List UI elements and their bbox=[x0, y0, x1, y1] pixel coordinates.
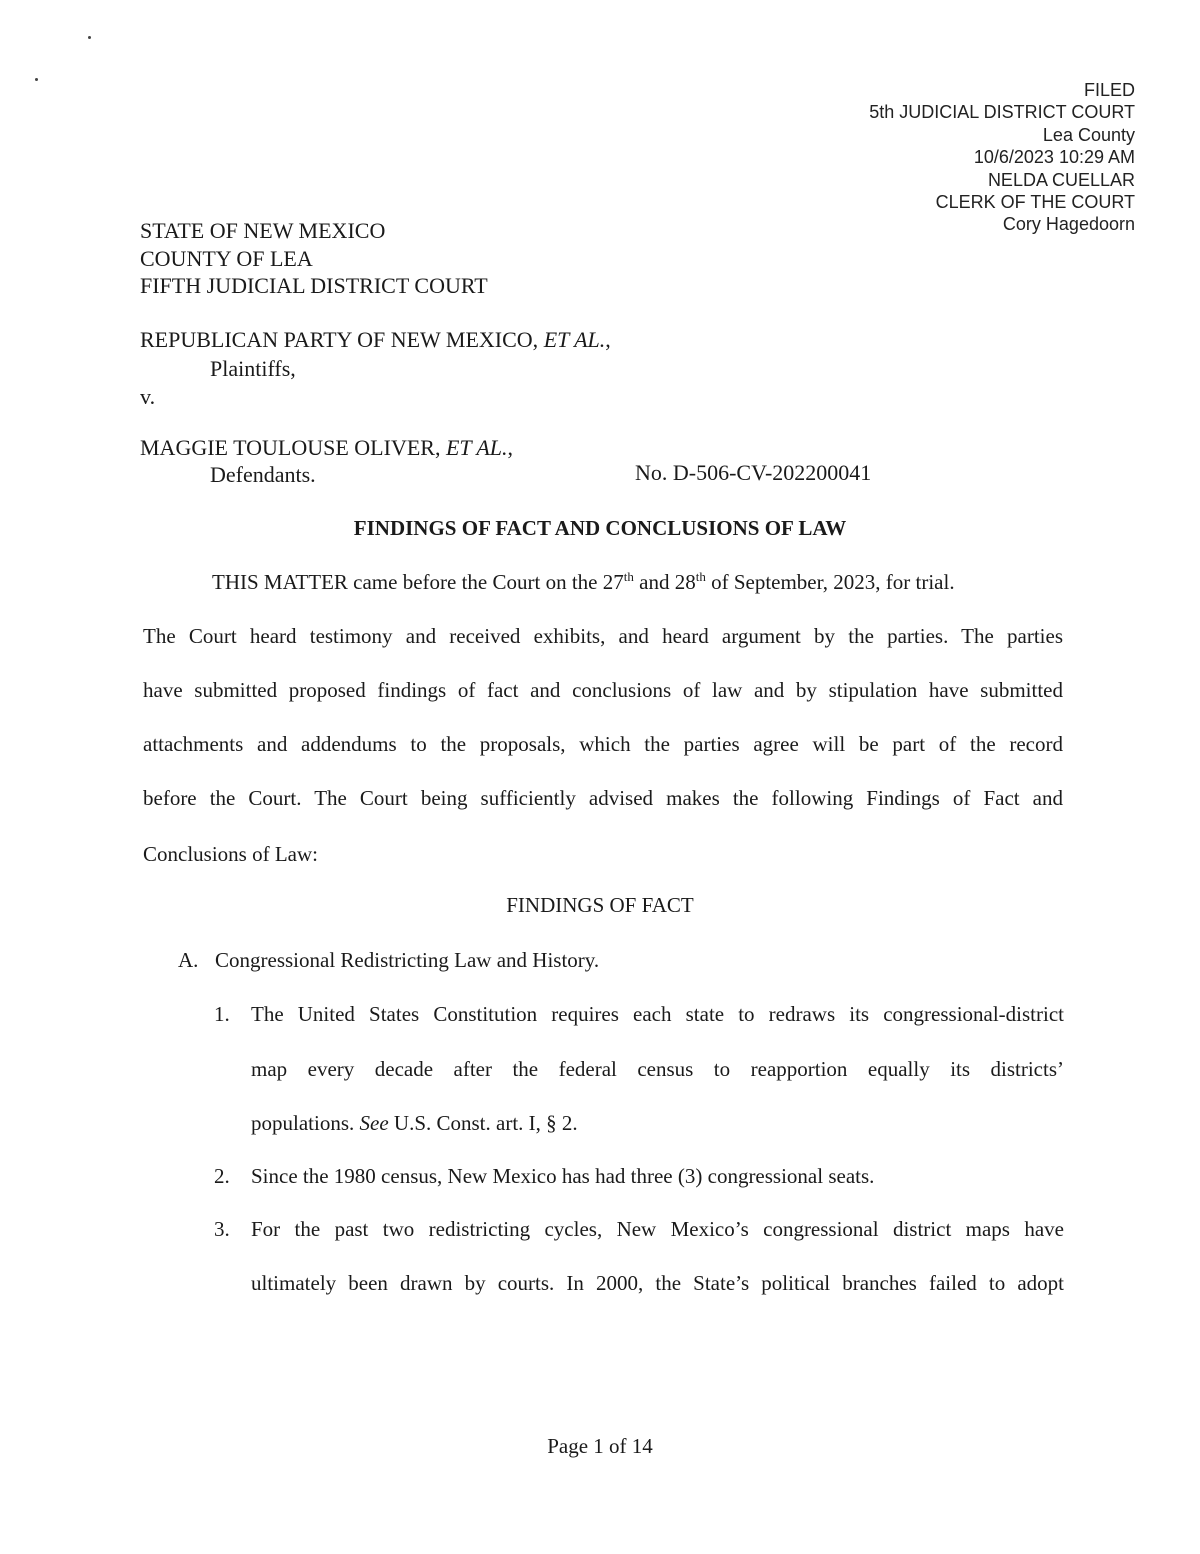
versus: v. bbox=[140, 384, 156, 409]
scan-speck bbox=[88, 36, 91, 39]
item-2-line-1: Since the 1980 census, New Mexico has had three (3) congressional seats. bbox=[251, 1164, 875, 1188]
intro-line-5: before the Court. The Court being sufficiently advised makes the following Findings of Fact and bbox=[143, 786, 1063, 810]
item-1-line-2: map every decade after the federal census to reapportion equally its districts’ bbox=[251, 1057, 1064, 1081]
ordinal-suffix: th bbox=[623, 569, 634, 584]
stamp-county: Lea County bbox=[1042, 124, 1135, 145]
plaintiff-etal: ET AL. bbox=[543, 327, 606, 352]
subsection-marker: A. bbox=[178, 948, 199, 972]
stamp-filed: FILED bbox=[1083, 80, 1135, 100]
item-1-line-3-part-b: U.S. Const. art. I, § 2. bbox=[388, 1111, 578, 1135]
item-1-line-1: The United States Constitution requires each state to redraws its congressional-district bbox=[251, 1002, 1064, 1026]
court-district: FIFTH JUDICIAL DISTRICT COURT bbox=[140, 273, 488, 298]
item-3-number: 3. bbox=[214, 1217, 230, 1241]
page-number: Page 1 of 14 bbox=[547, 1434, 653, 1458]
intro-line-3: have submitted proposed findings of fact and conclusions of law and by stipulation have submitted bbox=[143, 678, 1063, 702]
court-header bbox=[140, 217, 488, 300]
intro-line-1-part-a: THIS MATTER came before the Court on the 27 bbox=[212, 570, 624, 594]
intro-line-1-part-c: of September, 2023, for trial. bbox=[705, 570, 955, 594]
ordinal-suffix: th bbox=[695, 569, 706, 584]
stamp-datetime: 10/6/2023 10:29 AM bbox=[973, 147, 1135, 168]
stamp-clerk-name: NELDA CUELLAR bbox=[987, 169, 1135, 190]
plaintiff-name: REPUBLICAN PARTY OF NEW MEXICO, bbox=[140, 327, 539, 352]
stamp-deputy: Cory Hagedoorn bbox=[1002, 214, 1135, 235]
intro-line-4: attachments and addendums to the proposals, which the parties agree will be part of the record bbox=[143, 732, 1063, 756]
court-county: COUNTY OF LEA bbox=[140, 245, 313, 271]
intro-line-1 bbox=[212, 568, 955, 596]
court-state: STATE OF NEW MEXICO bbox=[140, 218, 386, 243]
section-heading: FINDINGS OF FACT bbox=[506, 893, 694, 917]
stamp-court: 5th JUDICIAL DISTRICT COURT bbox=[869, 102, 1135, 123]
document-title: FINDINGS OF FACT AND CONCLUSIONS OF LAW bbox=[353, 516, 847, 540]
defendant-name: MAGGIE TOULOUSE OLIVER, bbox=[140, 435, 441, 460]
intro-line-2: The Court heard testimony and received exhibits, and heard argument by the parties. The parties bbox=[143, 624, 1063, 648]
scan-speck bbox=[35, 78, 38, 81]
stamp-clerk-title: CLERK OF THE COURT bbox=[935, 192, 1135, 213]
item-1-number: 1. bbox=[214, 1002, 230, 1026]
citation-signal: See bbox=[359, 1111, 389, 1135]
plaintiff-caption bbox=[140, 326, 611, 353]
intro-line-1-part-b: and 28 bbox=[633, 570, 696, 594]
defendant-etal-comma: , bbox=[507, 435, 514, 460]
item-1-line-3 bbox=[251, 1109, 578, 1137]
defendant-role: Defendants. bbox=[210, 462, 316, 487]
plaintiff-etal-comma: , bbox=[605, 327, 611, 352]
defendant-caption bbox=[140, 434, 513, 461]
subsection-title: Congressional Redistricting Law and History. bbox=[215, 948, 600, 972]
filing-stamp bbox=[869, 79, 1135, 236]
intro-line-6: Conclusions of Law: bbox=[143, 842, 318, 866]
plaintiff-role: Plaintiffs, bbox=[210, 356, 296, 381]
item-3-line-1: For the past two redistricting cycles, New Mexico’s congressional district maps have bbox=[251, 1217, 1064, 1241]
defendant-etal: ET AL. bbox=[445, 435, 508, 460]
item-1-line-3-part-a: populations. bbox=[251, 1111, 360, 1135]
case-number: No. D-506-CV-202200041 bbox=[635, 460, 872, 485]
item-3-line-2: ultimately been drawn by courts. In 2000, the State’s political branches failed to adopt bbox=[251, 1271, 1064, 1295]
item-2-number: 2. bbox=[214, 1164, 230, 1188]
